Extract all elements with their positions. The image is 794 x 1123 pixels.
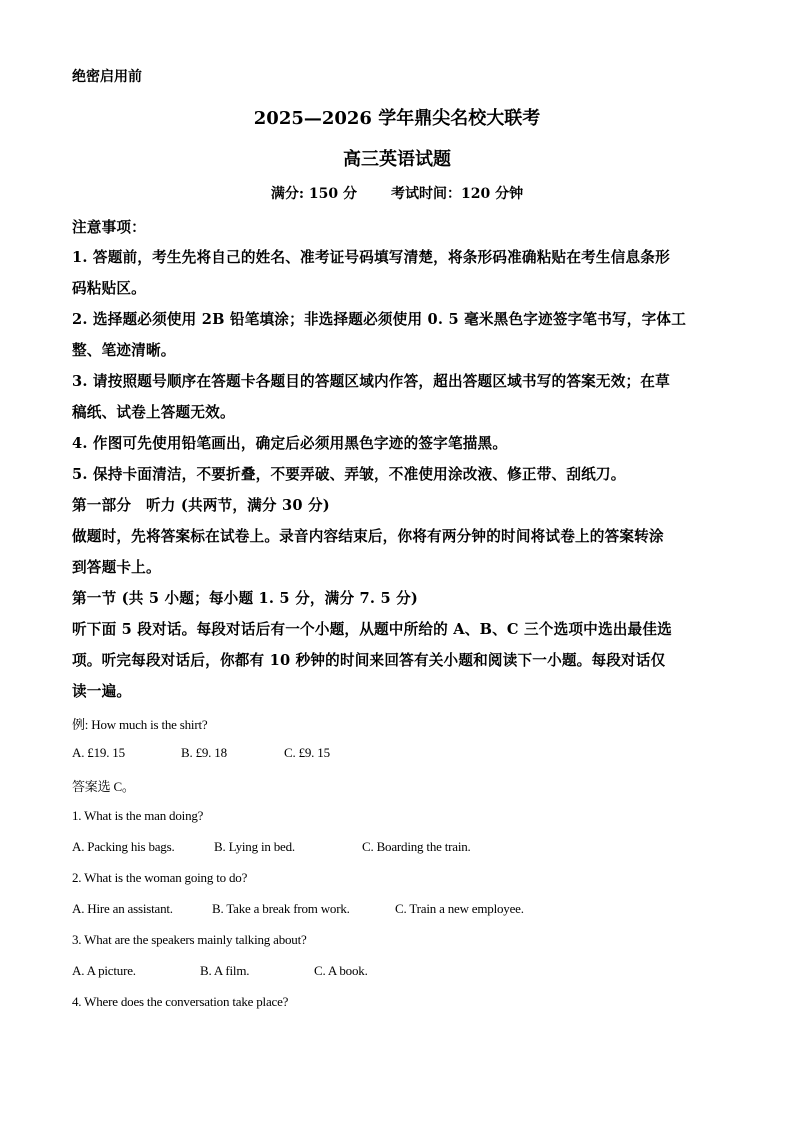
notes-heading: 注意事项：	[72, 219, 146, 236]
subject-title: 高三英语试题	[343, 149, 451, 170]
section1-instr-line-2: 项。听完每段对话后，你都有 10 秒钟的时间来回答有关小题和阅读下一小题。每段对话仅	[72, 652, 666, 669]
part1-instr-line-1: 做题时，先将答案标在试卷上。录音内容结束后，你将有两分钟的时间将试卷上的答案转涂	[72, 528, 664, 545]
question-3-stem: 3. What are the speakers mainly talking about?	[72, 932, 307, 947]
example-option-a: A. £19. 15	[72, 745, 125, 760]
exam-meta	[0, 183, 794, 203]
question-1-option-c: C. Boarding the train.	[362, 839, 471, 854]
section1-instr-line-3: 读一遍。	[72, 683, 132, 700]
example-option-c: C. £9. 15	[284, 745, 330, 760]
question-1-option-a: A. Packing his bags.	[72, 839, 175, 854]
question-1-stem: 1. What is the man doing?	[72, 808, 204, 823]
part1-instr-line-2: 到答题卡上。	[72, 559, 161, 576]
note-1-line-1: 1. 答题前，考生先将自己的姓名、准考证号码填写清楚，将条形码准确粘贴在考生信息条形	[72, 249, 670, 266]
question-2-option-a: A. Hire an assistant.	[72, 901, 173, 916]
question-3-option-b: B. A film.	[200, 963, 250, 978]
note-2-line-2: 整、笔迹清晰。	[72, 342, 176, 359]
example-question: 例: How much is the shirt?	[72, 717, 208, 732]
exam-title: 2025—2026 学年鼎尖名校大联考	[253, 108, 541, 129]
question-2-option-c: C. Train a new employee.	[395, 901, 524, 916]
question-1-option-b: B. Lying in bed.	[214, 839, 295, 854]
note-4: 4. 作图可先使用铅笔画出，确定后必须用黑色字迹的签字笔描黑。	[72, 435, 508, 452]
question-2-option-b: B. Take a break from work.	[212, 901, 350, 916]
section1-heading: 第一节 (共 5 小题；每小题 1. 5 分，满分 7. 5 分)	[72, 590, 418, 607]
section1-instr-line-1: 听下面 5 段对话。每段对话后有一个小题，从题中所给的 A、B、C 三个选项中选出最佳选	[72, 621, 672, 638]
question-3-option-a: A. A picture.	[72, 963, 136, 978]
full-score: 满分: 150 分	[270, 186, 358, 202]
example-answer: 答案选 C。	[72, 779, 135, 794]
exam-time: 考试时间：120 分钟	[391, 186, 524, 202]
question-3-option-c: C. A book.	[314, 963, 368, 978]
question-4-stem: 4. Where does the conversation take place?	[72, 994, 289, 1009]
note-2-line-1: 2. 选择题必须使用 2B 铅笔填涂；非选择题必须使用 0. 5 毫米黑色字迹签字笔书写，字体工	[72, 311, 686, 328]
note-1-line-2: 码粘贴区。	[72, 280, 146, 297]
example-option-b: B. £9. 18	[181, 745, 227, 760]
note-3-line-1: 3. 请按照题号顺序在答题卡各题目的答题区域内作答，超出答题区域书写的答案无效；在草	[72, 373, 670, 390]
part1-heading: 第一部分 听力 (共两节，满分 30 分)	[72, 497, 330, 514]
question-2-stem: 2. What is the woman going to do?	[72, 870, 248, 885]
secret-label: 绝密启用前	[72, 69, 142, 85]
note-3-line-2: 稿纸、试卷上答题无效。	[72, 404, 235, 421]
note-5: 5. 保持卡面清洁，不要折叠，不要弄破、弄皱，不准使用涂改液、修正带、刮纸刀。	[72, 466, 626, 483]
